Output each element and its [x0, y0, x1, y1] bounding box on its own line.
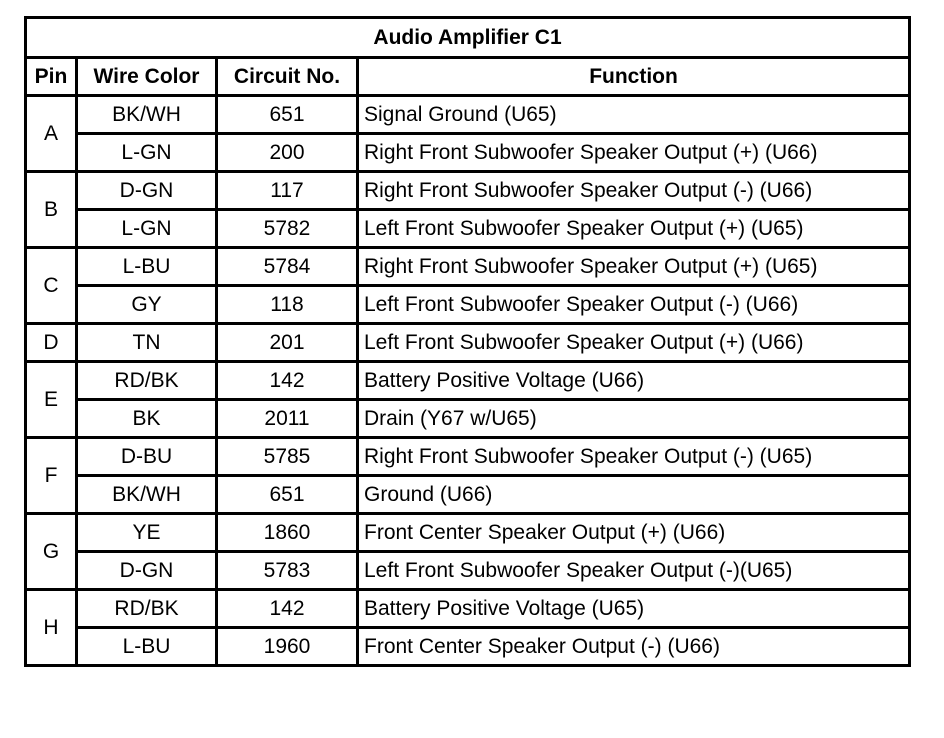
wire-color-cell: L-BU — [77, 248, 217, 286]
table-row — [26, 628, 910, 666]
circuit-number-cell: 118 — [217, 286, 358, 324]
wire-color-cell: TN — [77, 324, 217, 362]
table-row — [26, 172, 910, 210]
table-row — [26, 438, 910, 476]
header-wire-color: Wire Color — [77, 58, 217, 96]
wire-color-cell: BK/WH — [77, 96, 217, 134]
circuit-number-cell: 651 — [217, 96, 358, 134]
wire-color-cell: D-GN — [77, 552, 217, 590]
circuit-number-cell: 142 — [217, 362, 358, 400]
pin-cell: G — [26, 514, 77, 590]
function-cell: Ground (U66) — [358, 476, 910, 514]
table-row — [26, 362, 910, 400]
wire-color-cell: RD/BK — [77, 590, 217, 628]
column-header-row — [26, 58, 910, 96]
circuit-number-cell: 117 — [217, 172, 358, 210]
wire-color-cell: GY — [77, 286, 217, 324]
function-cell: Right Front Subwoofer Speaker Output (-) (U65) — [358, 438, 910, 476]
header-function: Function — [358, 58, 910, 96]
wire-color-cell: D-GN — [77, 172, 217, 210]
table-row — [26, 96, 910, 134]
function-cell: Signal Ground (U65) — [358, 96, 910, 134]
table-row — [26, 248, 910, 286]
wire-color-cell: L-GN — [77, 210, 217, 248]
table-row — [26, 134, 910, 172]
circuit-number-cell: 2011 — [217, 400, 358, 438]
circuit-number-cell: 142 — [217, 590, 358, 628]
function-cell: Left Front Subwoofer Speaker Output (+) (U65) — [358, 210, 910, 248]
pin-rows — [26, 96, 910, 666]
table-row — [26, 324, 910, 362]
circuit-number-cell: 1960 — [217, 628, 358, 666]
function-cell: Right Front Subwoofer Speaker Output (+) (U65) — [358, 248, 910, 286]
wire-color-cell: L-BU — [77, 628, 217, 666]
table-row — [26, 286, 910, 324]
pin-cell: C — [26, 248, 77, 324]
function-cell: Left Front Subwoofer Speaker Output (-) (U66) — [358, 286, 910, 324]
pin-cell: E — [26, 362, 77, 438]
table-row — [26, 590, 910, 628]
function-cell: Battery Positive Voltage (U65) — [358, 590, 910, 628]
circuit-number-cell: 1860 — [217, 514, 358, 552]
circuit-number-cell: 651 — [217, 476, 358, 514]
function-cell: Front Center Speaker Output (-) (U66) — [358, 628, 910, 666]
function-cell: Battery Positive Voltage (U66) — [358, 362, 910, 400]
table-title: Audio Amplifier C1 — [26, 18, 910, 58]
pin-cell: F — [26, 438, 77, 514]
circuit-number-cell: 200 — [217, 134, 358, 172]
function-cell: Drain (Y67 w/U65) — [358, 400, 910, 438]
table-row — [26, 400, 910, 438]
header-pin: Pin — [26, 58, 77, 96]
circuit-number-cell: 5784 — [217, 248, 358, 286]
wire-color-cell: YE — [77, 514, 217, 552]
circuit-number-cell: 5782 — [217, 210, 358, 248]
function-cell: Right Front Subwoofer Speaker Output (-) (U66) — [358, 172, 910, 210]
function-cell: Front Center Speaker Output (+) (U66) — [358, 514, 910, 552]
pin-cell: A — [26, 96, 77, 172]
pin-cell: H — [26, 590, 77, 666]
wire-color-cell: D-BU — [77, 438, 217, 476]
wire-color-cell: RD/BK — [77, 362, 217, 400]
wire-color-cell: BK — [77, 400, 217, 438]
pin-cell: D — [26, 324, 77, 362]
wire-color-cell: L-GN — [77, 134, 217, 172]
table-row — [26, 476, 910, 514]
connector-pinout-table — [24, 16, 911, 667]
circuit-number-cell: 201 — [217, 324, 358, 362]
wire-color-cell: BK/WH — [77, 476, 217, 514]
circuit-number-cell: 5783 — [217, 552, 358, 590]
table-row — [26, 552, 910, 590]
function-cell: Right Front Subwoofer Speaker Output (+) (U66) — [358, 134, 910, 172]
header-circuit-no: Circuit No. — [217, 58, 358, 96]
circuit-number-cell: 5785 — [217, 438, 358, 476]
function-cell: Left Front Subwoofer Speaker Output (-)(U65) — [358, 552, 910, 590]
pin-cell: B — [26, 172, 77, 248]
table-row — [26, 514, 910, 552]
function-cell: Left Front Subwoofer Speaker Output (+) (U66) — [358, 324, 910, 362]
table-row — [26, 210, 910, 248]
